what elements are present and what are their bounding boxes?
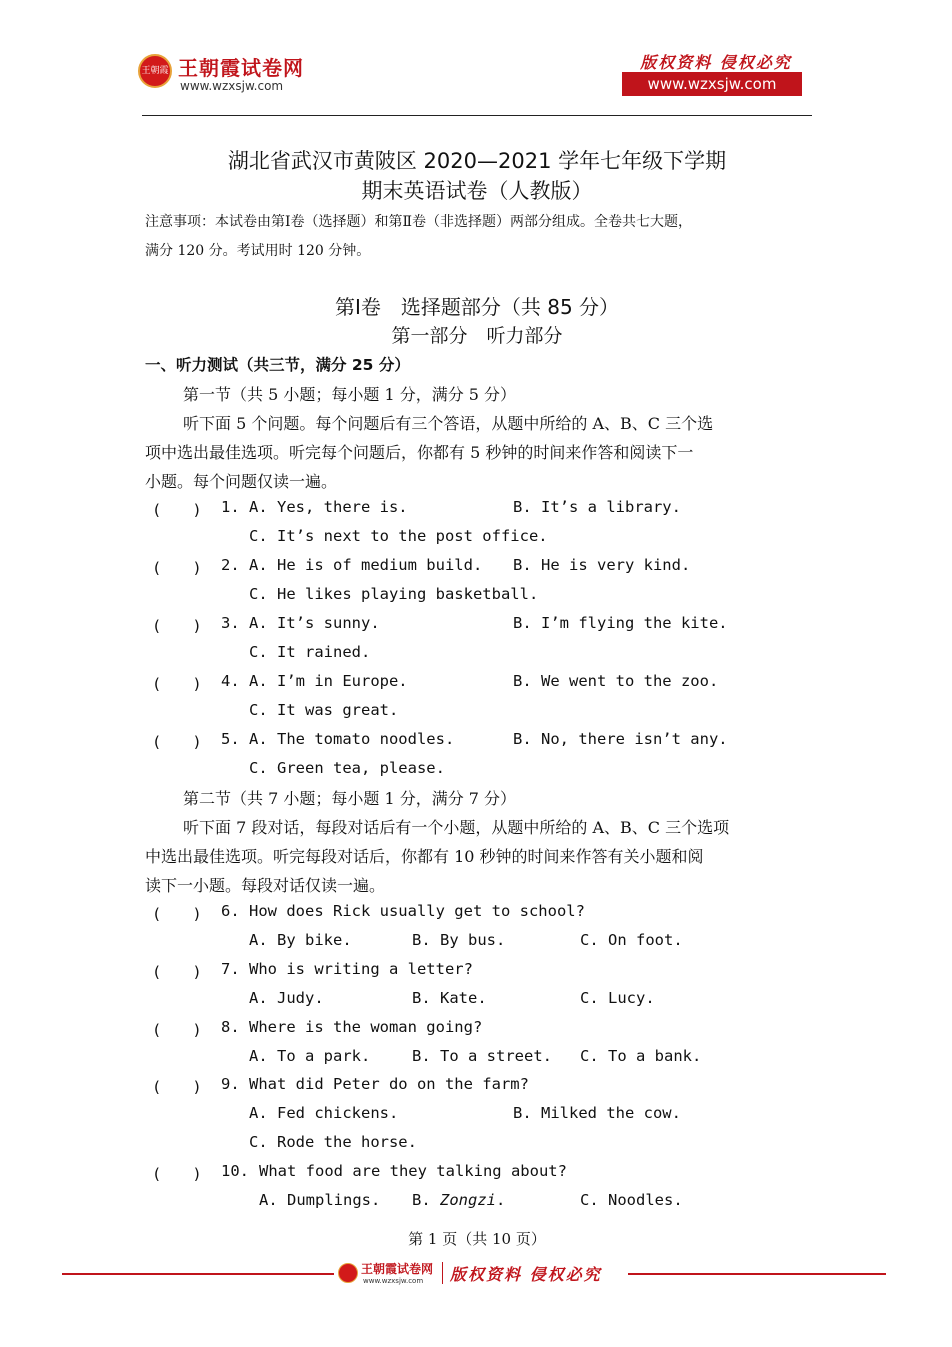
option-b: B. To a street. — [412, 1047, 552, 1065]
answer-blank[interactable]: ( ) — [152, 559, 202, 577]
question-number: 8. — [221, 1018, 240, 1036]
option-c: C. Green tea, please. — [249, 759, 445, 777]
option-b: B. No, there isn’t any. — [513, 730, 728, 748]
question-number: 10. — [221, 1162, 249, 1180]
question-number: 6. — [221, 902, 240, 920]
option-c: C. Noodles. — [580, 1191, 683, 1209]
answer-blank[interactable]: ( ) — [152, 501, 202, 519]
option-c: C. It’s next to the post office. — [249, 527, 548, 545]
section2-instructions-3: 读下一小题。每段对话仅读一遍。 — [145, 876, 386, 895]
question-number: 4. — [221, 672, 240, 690]
question-number: 5. — [221, 730, 240, 748]
answer-blank[interactable]: ( ) — [152, 963, 202, 981]
option-a: A. Dumplings. — [259, 1191, 381, 1209]
section2-label: 第二节（共 7 小题；每小题 1 分，满分 7 分） — [183, 789, 517, 808]
option-a: A. To a park. — [249, 1047, 371, 1065]
question-stem: Where is the woman going? — [249, 1018, 483, 1036]
question-stem: What did Peter do on the farm? — [249, 1075, 529, 1093]
answer-blank[interactable]: ( ) — [152, 1165, 202, 1183]
option-a: A. Fed chickens. — [249, 1104, 399, 1122]
part1-heading: 第Ⅰ卷 选择题部分（共 85 分） — [334, 295, 620, 319]
answer-blank[interactable]: ( ) — [152, 617, 202, 635]
question-number: 1. — [221, 498, 240, 516]
question-stem: What food are they talking about? — [259, 1162, 567, 1180]
notice-line1: 注意事项：本试卷由第Ⅰ卷（选择题）和第Ⅱ卷（非选择题）两部分组成。全卷共七大题， — [145, 214, 693, 230]
section1-instructions-1: 听下面 5 个问题。每个问题后有三个答语，从题中所给的 A、B、C 三个选 — [183, 414, 714, 433]
exam-title-line1: 湖北省武汉市黄陂区 2020—2021 学年七年级下学期 — [227, 149, 727, 173]
option-b: B. He is very kind. — [513, 556, 691, 574]
footer-seal-icon — [338, 1263, 358, 1283]
footer-logo-url: www.wzxsjw.com — [363, 1277, 424, 1285]
option-a: A. He is of medium build. — [249, 556, 483, 574]
logo-name: 王朝霞试卷网 — [178, 56, 304, 80]
question-stem: Who is writing a letter? — [249, 960, 473, 978]
option-a: A. The tomato noodles. — [249, 730, 455, 748]
answer-blank[interactable]: ( ) — [152, 1078, 202, 1096]
option-b-italic-word: Zongzi — [440, 1191, 496, 1209]
option-b-suffix: . — [496, 1191, 506, 1209]
section2-instructions-2: 中选出最佳选项。听完每段对话后，你都有 10 秒钟的时间来作答有关小题和阅 — [145, 847, 704, 866]
option-c: C. It rained. — [249, 643, 371, 661]
option-b: B. By bus. — [412, 931, 506, 949]
question-number: 9. — [221, 1075, 240, 1093]
logo-seal-icon: 王朝霞 — [138, 54, 172, 88]
answer-blank[interactable]: ( ) — [152, 675, 202, 693]
page-number: 第 1 页（共 10 页） — [408, 1230, 546, 1248]
question-number: 2. — [221, 556, 240, 574]
option-b: B. I’m flying the kite. — [513, 614, 728, 632]
section1-label: 第一节（共 5 小题；每小题 1 分，满分 5 分） — [183, 385, 517, 404]
option-a: A. Yes, there is. — [249, 498, 408, 516]
footer-rule-right — [628, 1273, 886, 1275]
option-b: B. Kate. — [412, 989, 487, 1007]
footer-separator — [442, 1262, 443, 1284]
option-a: A. By bike. — [249, 931, 352, 949]
logo-url: www.wzxsjw.com — [180, 79, 284, 93]
site-logo — [138, 52, 338, 98]
option-b-prefix: B. — [412, 1191, 440, 1209]
section1-instructions-2: 项中选出最佳选项。听完每个问题后，你都有 5 秒钟的时间来作答和阅读下一 — [145, 443, 694, 462]
option-c: C. Rode the horse. — [249, 1133, 417, 1151]
option-b — [412, 1191, 505, 1209]
option-c: C. It was great. — [249, 701, 399, 719]
option-a: A. It’s sunny. — [249, 614, 380, 632]
header-divider — [142, 115, 812, 116]
option-c: C. On foot. — [580, 931, 683, 949]
question-number: 3. — [221, 614, 240, 632]
section1-instructions-3: 小题。每个问题仅读一遍。 — [145, 472, 338, 491]
answer-blank[interactable]: ( ) — [152, 1021, 202, 1039]
header-copyright: 版权资料 侵权必究 — [640, 53, 792, 72]
option-c: C. He likes playing basketball. — [249, 585, 539, 603]
option-b: B. It’s a library. — [513, 498, 681, 516]
section-listening-heading: 一、听力测试（共三节，满分 25 分） — [145, 356, 410, 374]
answer-blank[interactable]: ( ) — [152, 733, 202, 751]
option-c: C. Lucy. — [580, 989, 655, 1007]
option-a: A. I’m in Europe. — [249, 672, 408, 690]
option-b: B. We went to the zoo. — [513, 672, 719, 690]
part1-subheading: 第一部分 听力部分 — [391, 325, 563, 347]
option-c: C. To a bank. — [580, 1047, 702, 1065]
header-url-badge[interactable]: www.wzxsjw.com — [622, 72, 802, 96]
question-number: 7. — [221, 960, 240, 978]
exam-title-line2: 期末英语试卷（人教版） — [361, 179, 593, 203]
notice-line2: 满分 120 分。考试用时 120 分钟。 — [145, 243, 371, 259]
footer-copyright: 版权资料 侵权必究 — [450, 1265, 602, 1284]
option-a: A. Judy. — [249, 989, 324, 1007]
footer-logo-name: 王朝霞试卷网 — [361, 1262, 434, 1276]
footer-rule-left — [62, 1273, 334, 1275]
answer-blank[interactable]: ( ) — [152, 905, 202, 923]
section2-instructions-1: 听下面 7 段对话，每段对话后有一个小题，从题中所给的 A、B、C 三个选项 — [183, 818, 730, 837]
option-b: B. Milked the cow. — [513, 1104, 681, 1122]
question-stem: How does Rick usually get to school? — [249, 902, 585, 920]
